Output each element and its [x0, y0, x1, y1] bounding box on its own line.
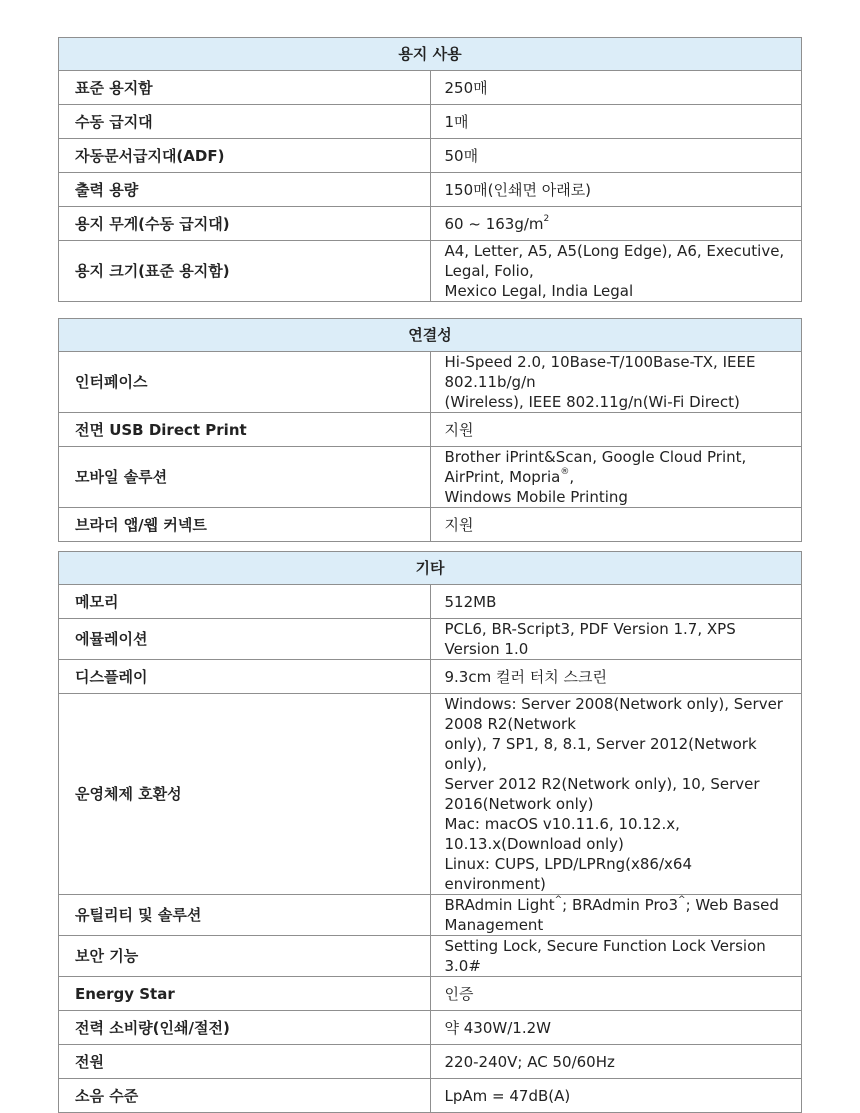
row-value: PCL6, BR-Script3, PDF Version 1.7, XPS Version 1.0 [430, 619, 802, 660]
value-text: ; BRAdmin Pro3 [562, 896, 679, 914]
table-row [59, 105, 802, 139]
row-label: 인터페이스 [59, 352, 431, 413]
table-row [59, 694, 802, 895]
row-label: 출력 용량 [59, 173, 431, 207]
row-value [430, 447, 802, 508]
row-label: 디스플레이 [59, 660, 431, 694]
table-header: 연결성 [59, 319, 802, 352]
row-value: 50매 [430, 139, 802, 173]
connectivity-table [58, 318, 802, 542]
row-label: 자동문서급지대(ADF) [59, 139, 431, 173]
table-row [59, 71, 802, 105]
misc-table [58, 551, 802, 1113]
row-value [430, 241, 802, 302]
value-text: , [569, 468, 575, 486]
value-line: Windows: Server 2008(Network only), Server 2008 R2(Network [444, 695, 783, 733]
row-value [430, 895, 802, 936]
value-line: Windows Mobile Printing [444, 488, 628, 506]
row-label: 표준 용지함 [59, 71, 431, 105]
table-row [59, 173, 802, 207]
row-value [430, 207, 802, 241]
value-text: BRAdmin Light [444, 896, 555, 914]
value-text: Brother iPrint&Scan, Google Cloud Print, AirPrint, Mopria [444, 448, 747, 486]
table-row [59, 139, 802, 173]
row-value: 250매 [430, 71, 802, 105]
value-line: A4, Letter, A5, A5(Long Edge), A6, Executive, Legal, Folio, [444, 242, 785, 280]
table-row [59, 241, 802, 302]
row-label: 보안 기능 [59, 936, 431, 977]
table-row [59, 977, 802, 1011]
row-value: 9.3cm 컬러 터치 스크린 [430, 660, 802, 694]
table-row [59, 1045, 802, 1079]
row-value: 150매(인쇄면 아래로) [430, 173, 802, 207]
row-value: 512MB [430, 585, 802, 619]
row-label: 모바일 솔루션 [59, 447, 431, 508]
row-label: 에뮬레이션 [59, 619, 431, 660]
row-value [430, 694, 802, 895]
row-label: 운영체제 호환성 [59, 694, 431, 895]
table-header: 기타 [59, 552, 802, 585]
row-value: Setting Lock, Secure Function Lock Version 3.0# [430, 936, 802, 977]
table-row [59, 352, 802, 413]
row-label: Energy Star [59, 977, 431, 1011]
row-value: 인증 [430, 977, 802, 1011]
value-text: ; Web Based Management [444, 896, 779, 934]
table-row [59, 508, 802, 542]
superscript: ^ [678, 895, 686, 905]
superscript: 2 [543, 213, 550, 224]
row-label: 용지 무게(수동 급지대) [59, 207, 431, 241]
row-value: 220-240V; AC 50/60Hz [430, 1045, 802, 1079]
table-row [59, 660, 802, 694]
table-header: 용지 사용 [59, 38, 802, 71]
row-label: 소음 수준 [59, 1079, 431, 1113]
value-line: (Wireless), IEEE 802.11g/n(Wi-Fi Direct) [444, 393, 740, 411]
table-row [59, 585, 802, 619]
row-label: 메모리 [59, 585, 431, 619]
row-value: 1매 [430, 105, 802, 139]
row-label: 전력 소비량(인쇄/절전) [59, 1011, 431, 1045]
table-row [59, 1079, 802, 1113]
row-label: 수동 급지대 [59, 105, 431, 139]
table-row [59, 207, 802, 241]
registered-mark: ® [560, 467, 570, 477]
row-value [430, 352, 802, 413]
table-row [59, 1011, 802, 1045]
table-row [59, 447, 802, 508]
value-text: 60 ~ 163g/m [444, 214, 544, 233]
value-line: Linux: CUPS, LPD/LPRng(x86/x64 environment) [444, 855, 692, 893]
row-label: 전원 [59, 1045, 431, 1079]
table-row [59, 413, 802, 447]
row-value: LpAm = 47dB(A) [430, 1079, 802, 1113]
row-label: 용지 크기(표준 용지함) [59, 241, 431, 302]
table-row [59, 936, 802, 977]
table-row [59, 895, 802, 936]
value-line: Hi-Speed 2.0, 10Base-T/100Base-TX, IEEE 802.11b/g/n [444, 353, 756, 391]
row-label: 유틸리티 및 솔루션 [59, 895, 431, 936]
row-value: 약 430W/1.2W [430, 1011, 802, 1045]
value-line [445, 447, 788, 487]
paper-handling-table [58, 37, 802, 302]
row-label: 브라더 앱/웹 커넥트 [59, 508, 431, 542]
row-value: 지원 [430, 413, 802, 447]
table-row [59, 619, 802, 660]
value-line: Mexico Legal, India Legal [444, 282, 634, 300]
row-value: 지원 [430, 508, 802, 542]
value-line: Server 2012 R2(Network only), 10, Server 2016(Network only) [444, 775, 760, 813]
value-line: only), 7 SP1, 8, 8.1, Server 2012(Network only), [444, 735, 757, 773]
value-line: Mac: macOS v10.11.6, 10.12.x, 10.13.x(Download only) [444, 815, 680, 853]
row-label: 전면 USB Direct Print [59, 413, 431, 447]
superscript: ^ [554, 895, 563, 905]
